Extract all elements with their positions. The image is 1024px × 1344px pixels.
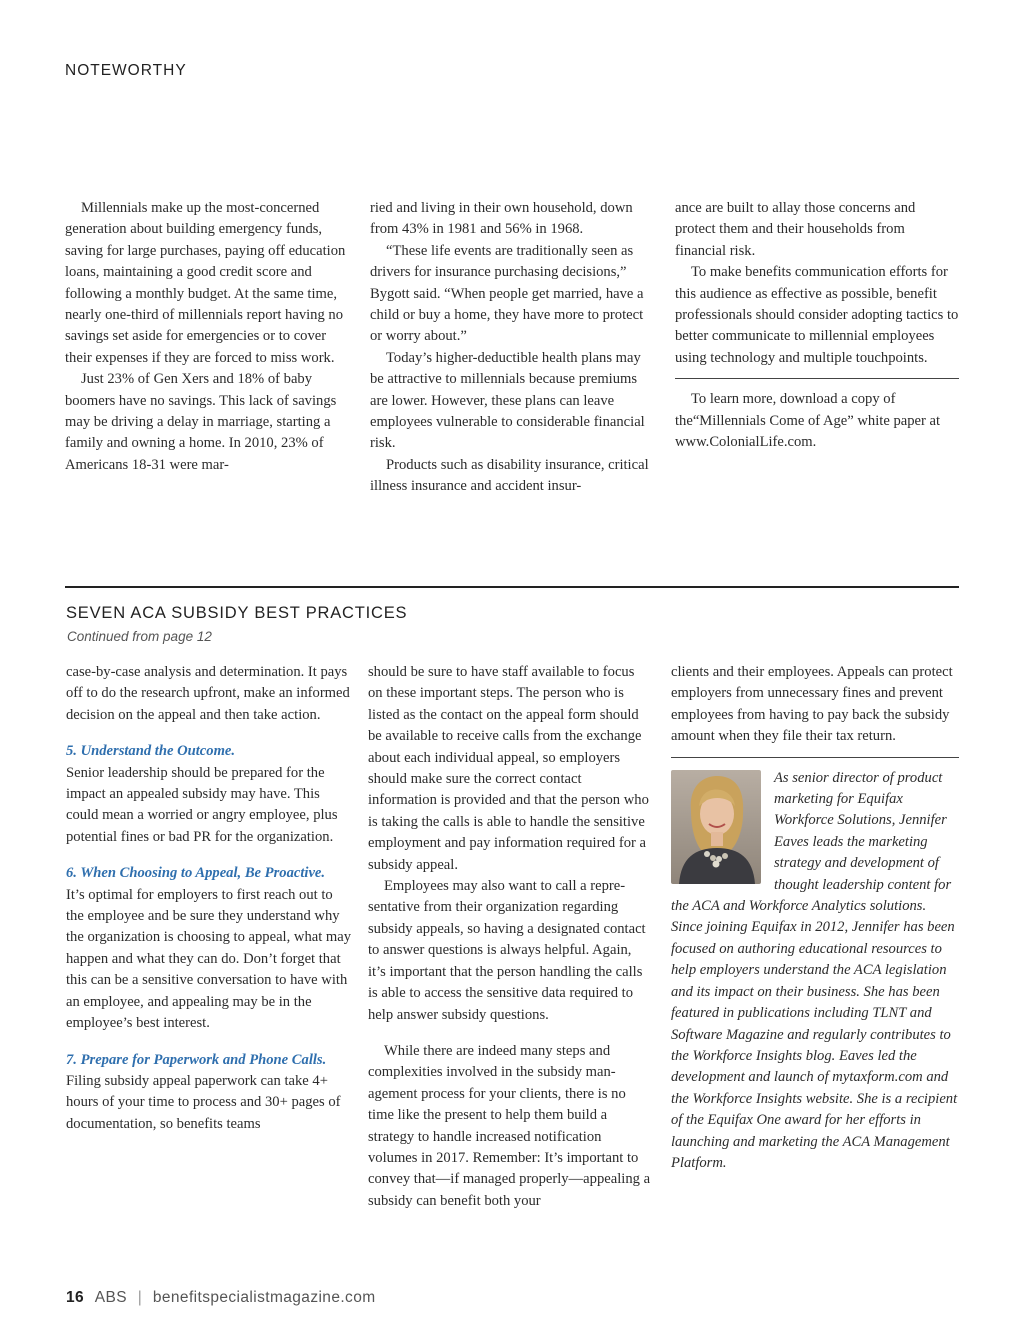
section-label: NOTEWORTHY — [65, 62, 187, 79]
page-footer — [66, 1289, 376, 1307]
bottom-article-column-2 — [368, 662, 652, 1212]
magazine-name: ABS — [94, 1289, 127, 1306]
author-headshot — [671, 770, 761, 884]
paragraph: should be sure to have staff available to focus on these important steps. The person who is listed as the contact on the appeal form should be available to receive calls from the exchange about each individual appeal, so employers should make sure the correct contact information is provided and that the person who is taking the calls is able to handle the sensitive employment and pay information required for a subsidy appeal. — [368, 664, 649, 873]
paragraph: Just 23% of Gen Xers and 18% of baby boomers have no savings. This lack of savings may be driving a delay in marriage, starting a family and owning a home. In 2010, 23% of Americans 18-31 were mar- — [65, 371, 337, 473]
paragraph: To make benefits communication efforts for this audience as effective as possible, benefit professionals should consider adopting tactics to better communicate to millennial employees using technology and multiple touchpoints. — [675, 264, 959, 366]
footer-separator: | — [137, 1289, 143, 1306]
paragraph: Senior leadership should be prepared for the impact an appealed subsidy may have. This could mean a worried or angry employee, plus potential fines or bad PR for the organization. — [66, 764, 338, 845]
top-article-column-2 — [370, 198, 654, 498]
article-title: SEVEN ACA SUBSIDY BEST PRACTICES — [66, 604, 408, 622]
top-article-column-1 — [65, 198, 351, 476]
paragraph: case-by-case analysis and determination. It pays off to do the research upfront, make an informed decision on the appeal and then take action. — [66, 664, 350, 723]
top-article-column-3 — [675, 198, 959, 453]
paragraph: Filing subsidy appeal paperwork can take 4+ hours of your time to process and 30+ pages of documentation, so benefits teams — [66, 1072, 341, 1132]
paragraph: Millennials make up the most-concerned generation about building emergency funds, saving for large purchases, paying off education loans, maintaining a good credit score and following a monthly budget. At the same time, nearly one-third of millennials report having no savings set aside for emergencies or to cover their expenses if they are forced to miss work. — [65, 200, 346, 366]
divider — [671, 757, 959, 758]
subheading-paperwork-phone-calls: 7. Prepare for Paperwork and Phone Calls. — [66, 1051, 327, 1068]
bottom-article-column-1 — [66, 662, 352, 1135]
author-bio — [671, 768, 959, 1175]
paragraph: ried and living in their own household, down from 43% in 1981 and 56% in 1968. — [370, 200, 633, 238]
section-divider — [65, 586, 959, 588]
paragraph: Today’s higher-deductible health plans may be attractive to millennials because premiums are lower. However, these plans can leave employees vulnerable to considerable financial risk. — [370, 349, 645, 452]
paragraph: “These life events are traditionally seen as drivers for insurance purchasing decisions,” Bygott said. “When people get married, have a child or buy a home, they have more to protect or worry about.” — [370, 242, 644, 345]
paragraph: While there are indeed many steps and complexities involved in the subsidy management process for your clients, there is no time like the present to help them build a strategy to handle increased notification volumes in 2017. Remember: It’s important to convey that—if managed properly—appealing a subsidy can benefit both your — [368, 1042, 651, 1209]
paragraph: It’s optimal for employers to first reach out to the employee and be sure they understand why the organization is choosing to appeal, what may happen and what they can do. Don’t forget that this can be a sensitive conversation to have with an employee, and appealing may be in the employee’s best interest. — [66, 886, 352, 1032]
paragraph: Employees may also want to call a representative from their organization regarding subsidy appeals, so having a designated contact to answer questions is always helpful. Again, it’s important that the person handling the calls is able to access the sensitive data required to help answer subsidy questions. — [368, 878, 646, 1023]
divider — [675, 378, 959, 379]
bottom-article-column-3 — [671, 662, 959, 1174]
paragraph: Products such as disability insurance, critical illness insurance and accident insur- — [370, 456, 649, 495]
author-bio-text: As senior director of product marketing for Equifax Workforce Solutions, Jennifer Eaves leads the marketing strategy and development of thought leadership content for the ACA and Workforce Analytics solutions. Since joining Equifax in 2012, Jennifer has been focused on authoring educational resources to help employers understand the ACA legislation and its impact on their business. She has been featured in publications including TLNT and Software Magazine and regularly contributes to the Workforce Insights blog. Eaves led the development and launch of mytaxform.com and the Workforce Insights website. She is a recipient of the Equifax One award for her efforts in launching and marketing the ACA Management Platform. — [671, 769, 958, 1171]
subheading-understand-outcome: 5. Understand the Outcome. — [66, 743, 236, 760]
continued-note: Continued from page 12 — [67, 629, 212, 644]
page-number: 16 — [66, 1289, 85, 1306]
magazine-website: benefitspecialistmagazine.com — [152, 1289, 376, 1306]
subheading-be-proactive: 6. When Choosing to Appeal, Be Proactive. — [66, 865, 326, 882]
paragraph: clients and their employees. Appeals can protect employers from unnecessary fines and prevent employees from having to pay back the subsidy amount when they file their tax return. — [671, 664, 953, 745]
learn-more-note: To learn more, download a copy of the“Millennials Come of Age” white paper at www.ColonialLife.com. — [675, 391, 941, 451]
paragraph: ance are built to allay those concerns and protect them and their households from financial risk. — [675, 200, 916, 259]
